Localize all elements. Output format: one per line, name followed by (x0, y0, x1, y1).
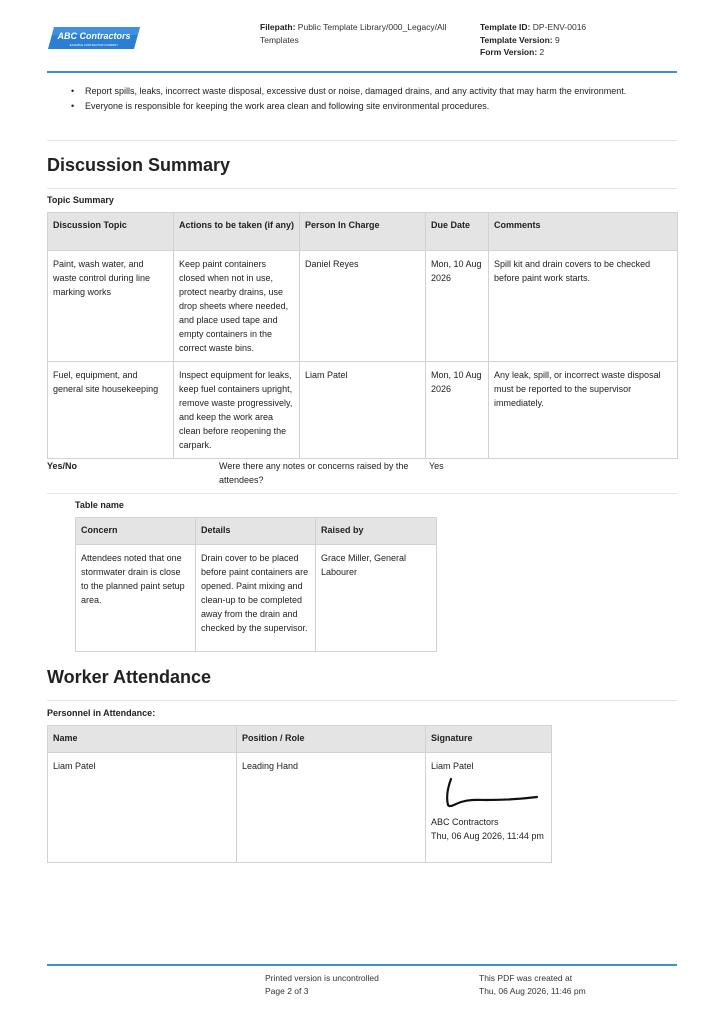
concerns-table (75, 517, 437, 652)
details-cell: Drain cover to be placed before paint containers are opened. Paint mixing and clean-up to be completed away from the drain and checked by the supervisor. (196, 544, 316, 651)
column-header: Raised by (316, 518, 437, 545)
signature-datetime: Thu, 06 Aug 2026, 11:44 pm (431, 830, 544, 841)
column-header: Details (196, 518, 316, 545)
person-in-charge-cell: Liam Patel (300, 362, 426, 459)
table-header-row (48, 726, 552, 753)
page-number: Page 2 of 3 (265, 986, 309, 996)
company-logo (48, 27, 140, 49)
column-header: Concern (76, 518, 196, 545)
template-version-label: Template Version: (480, 34, 553, 45)
signature-image (431, 775, 541, 809)
yes-no-label: Yes/No (47, 461, 78, 471)
logo-tagline: EXAMPLE CONTRACTOR COMPANY (69, 43, 119, 47)
section-divider (47, 140, 677, 141)
discussion-topic-cell: Paint, wash water, and waste control during line marking works (48, 251, 174, 362)
due-date-cell: Mon, 10 Aug 2026 (426, 362, 489, 459)
column-header: Person In Charge (300, 213, 426, 251)
comments-cell: Any leak, spill, or incorrect waste disposal must be reported to the supervisor immediately. (489, 362, 678, 459)
filepath-value: Public Template Library/000_Legacy/All Templates (260, 22, 447, 45)
filepath-block (260, 21, 460, 46)
discussion-topic-cell: Fuel, equipment, and general site housekeeping (48, 362, 174, 459)
signature-company: ABC Contractors (431, 816, 499, 827)
column-header: Comments (489, 213, 678, 251)
due-date-cell: Mon, 10 Aug 2026 (426, 251, 489, 362)
list-item: • Everyone is responsible for keeping the work area clean and following site environmental procedures. (71, 100, 631, 114)
signature-name: Liam Patel (431, 760, 474, 771)
footer-divider (47, 964, 677, 966)
template-version-value: 9 (554, 34, 560, 45)
worker-attendance-title: Worker Attendance (47, 667, 212, 687)
signature-cell (426, 752, 552, 862)
printed-notice: Printed version is uncontrolled (265, 973, 379, 983)
table-row (48, 251, 678, 362)
column-header: Discussion Topic (48, 213, 174, 251)
topic-summary-table (47, 212, 678, 459)
created-label: This PDF was created at (479, 973, 573, 983)
person-in-charge-cell: Daniel Reyes (300, 251, 426, 362)
created-at: Thu, 06 Aug 2026, 11:46 pm (479, 986, 586, 996)
section-divider (47, 493, 677, 494)
yes-no-answer: Yes (429, 461, 444, 471)
column-header: Name (48, 726, 237, 753)
logo-text: ABC Contractors (57, 31, 131, 41)
footer-print-info (265, 972, 379, 998)
page-header (0, 0, 725, 75)
footer-created-info (479, 972, 586, 998)
concerns-table-label: Table name (75, 500, 124, 510)
table-row (76, 544, 437, 651)
comments-cell: Spill kit and drain covers to be checked before paint work starts. (489, 251, 678, 362)
actions-cell: Keep paint containers closed when not in use, protect nearby drains, use drop sheets where needed, and place used tape and empty containers in the correct waste bins. (174, 251, 300, 362)
table-row (48, 362, 678, 459)
topic-summary-label: Topic Summary (47, 195, 114, 205)
attendance-table (47, 725, 552, 863)
column-header: Position / Role (237, 726, 426, 753)
template-id-value: DP-ENV-0016 (532, 22, 587, 32)
environment-guidelines-list (71, 85, 631, 114)
attendee-name-cell: Liam Patel (48, 752, 237, 862)
list-item: • Report spills, leaks, incorrect waste disposal, excessive dust or noise, damaged drains, and any activity that may harm the environment. (71, 85, 631, 99)
concern-cell: Attendees noted that one stormwater drain is close to the planned paint setup area. (76, 544, 196, 651)
personnel-attendance-label: Personnel in Attendance: (47, 708, 156, 718)
template-info-block (480, 21, 680, 59)
template-id-label: Template ID: (480, 22, 531, 32)
attendee-role-cell: Leading Hand (237, 752, 426, 862)
form-version-value: 2 (539, 47, 545, 57)
filepath-label: Filepath: (260, 22, 296, 32)
table-row (48, 752, 552, 862)
form-version-label: Form Version: (480, 47, 538, 57)
table-header-row (76, 518, 437, 545)
section-divider (47, 188, 677, 189)
header-divider (47, 71, 677, 73)
raised-by-cell: Grace Miller, General Labourer (316, 544, 437, 651)
column-header: Actions to be taken (if any) (174, 213, 300, 251)
table-header-row (48, 213, 678, 251)
discussion-summary-title: Discussion Summary (47, 155, 231, 175)
column-header: Due Date (426, 213, 489, 251)
section-divider (47, 700, 677, 701)
yes-no-question: Were there any notes or concerns raised by the attendees? (219, 461, 409, 485)
actions-cell: Inspect equipment for leaks, keep fuel containers upright, remove waste progressively, and keep the work area clean before reopening the carpark. (174, 362, 300, 459)
column-header: Signature (426, 726, 552, 753)
